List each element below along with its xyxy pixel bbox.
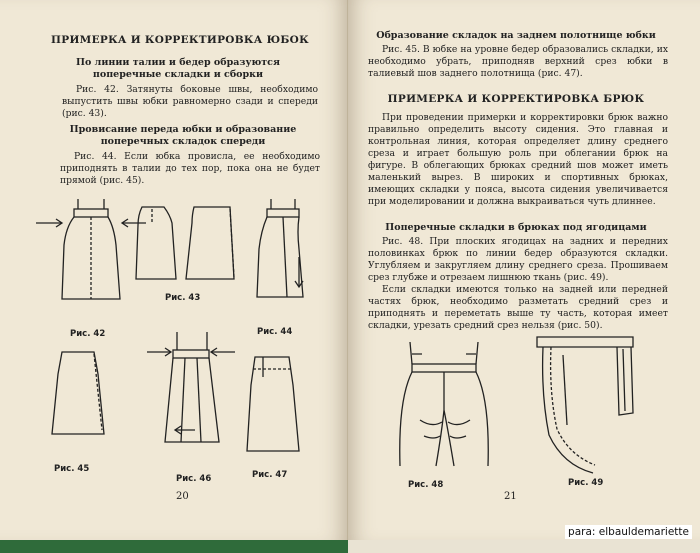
- fig-48-text: Рис. 48. При плоских ягодицах на задних и передних половинках брюк по линии бедер образуются складки. Углубляем и закругляем длину среднего среза. Прошиваем срез глубже и отрезаем лишнюю ткань (рис. 49).: [368, 236, 668, 283]
- figure-44-skirt: [253, 197, 313, 307]
- caption-fig-47: Рис. 47: [252, 470, 288, 480]
- section1-heading: По линии талии и бедер образуются поперечные складки и сборки: [76, 57, 280, 80]
- page-number-right: 21: [504, 491, 517, 502]
- fig-49-text: Если складки имеются только на задней или передней частях брюк, необходимо разметать средний срез и приподнять и переметать выше ту часть, которая имеет складки, урезать средний срез нельзя (рис. 50).: [368, 284, 668, 331]
- left-page-title: ПРИМЕРКА И КОРРЕКТИРОВКА ЮБОК: [51, 34, 309, 46]
- caption-fig-49: Рис. 49: [568, 478, 604, 488]
- figure-46-skirt: [145, 330, 245, 450]
- caption-fig-42: Рис. 42: [70, 329, 106, 339]
- figure-49-trousers-pattern: [533, 335, 643, 475]
- right-page: [348, 0, 700, 540]
- section2-text: Рис. 44. Если юбка провисла, ее необходимо приподнять в талии до тех пор, пока она не будет прямой (рис. 45).: [60, 151, 320, 186]
- figure-48-trousers: [390, 340, 500, 470]
- section2-heading: Провисание переда юбки и образование поперечных складок спереди: [69, 124, 297, 147]
- figure-43-skirt-pattern: [130, 205, 240, 285]
- caption-fig-48: Рис. 48: [408, 480, 444, 490]
- left-page: [0, 0, 348, 540]
- credit-watermark: para: elbauldemariette: [565, 525, 692, 539]
- trousers-subheading: Поперечные складки в брюках под ягодицами: [385, 222, 647, 233]
- page-number-left: 20: [176, 491, 189, 502]
- caption-fig-46: Рис. 46: [176, 474, 212, 484]
- section1-text: Рис. 42. Затянуты боковые швы, необходимо выпустить швы юбки равномерно сзади и спереди (рис. 43).: [62, 84, 318, 119]
- caption-fig-43: Рис. 43: [165, 293, 201, 303]
- skirt-back-text: Рис. 45. В юбке на уровне бедер образовались складки, их необходимо убрать, приподняв верхний срез юбки в талиевый шов заднего полотнища (рис. 47).: [368, 44, 668, 79]
- figure-45-skirt: [48, 350, 108, 440]
- skirt-back-heading: Образование складок на заднем полотнище юбки: [376, 30, 656, 41]
- trousers-intro-text: При проведении примерки и корректировки брюк важно правильно определить высоту сидения. Это главная и контрольная линия, которая определяет длину среднего среза и играет большую роль при облегании брюк на фигуре. В облегающих брюках средний шов может иметь маленький вырез. В широких и спортивных брюках, имеющих складки у пояса, высота сидения увеличивается при моделировании и должна выкраиваться чуть длиннее.: [368, 112, 668, 207]
- caption-fig-45: Рис. 45: [54, 464, 90, 474]
- figure-42-skirt: [50, 197, 130, 307]
- figure-47-skirt: [243, 355, 303, 455]
- right-page-title: ПРИМЕРКА И КОРРЕКТИРОВКА БРЮК: [387, 93, 645, 105]
- caption-fig-44: Рис. 44: [257, 327, 293, 337]
- book-edge-strip: [348, 540, 700, 553]
